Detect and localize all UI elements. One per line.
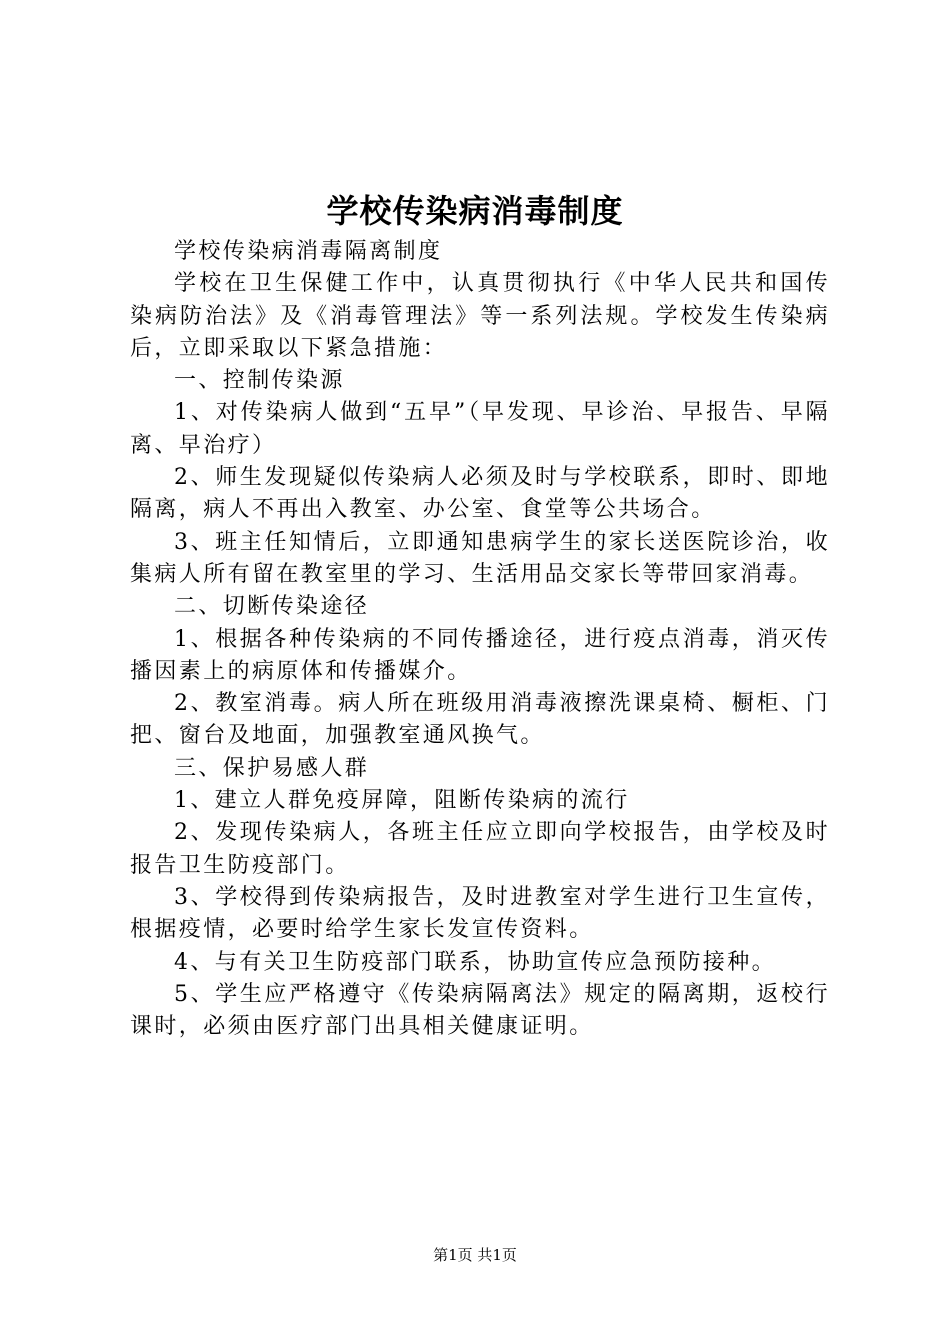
document-body bbox=[130, 236, 830, 1043]
document-title: 学校传染病消毒制度 bbox=[326, 192, 624, 230]
paragraph: 3、班主任知情后，立即通知患病学生的家长送医院诊治，收集病人所有留在教室里的学习、生活用品交家长等带回家消毒。 bbox=[130, 529, 830, 587]
section-heading: 一、控制传染源 bbox=[174, 368, 345, 394]
paragraph: 1、根据各种传染病的不同传播途径，进行疫点消毒，消灭传播因素上的病原体和传播媒介。 bbox=[130, 626, 830, 684]
paragraph: 4、与有关卫生防疫部门联系，协助宣传应急预防接种。 bbox=[174, 949, 776, 975]
paragraph: 学校传染病消毒隔离制度 bbox=[174, 239, 443, 264]
paragraph: 1、对传染病人做到“五早”（早发现、早诊治、早报告、早隔离、早治疗） bbox=[130, 400, 830, 458]
paragraph: 2、发现传染病人，各班主任应立即向学校报告，由学校及时报告卫生防疫部门。 bbox=[130, 820, 830, 878]
paragraph: 2、教室消毒。病人所在班级用消毒液擦洗课桌椅、橱柜、门把、窗台及地面，加强教室通风换气。 bbox=[130, 691, 830, 749]
section-heading: 二、切断传染途径 bbox=[174, 594, 370, 620]
paragraph: 3、学校得到传染病报告，及时进教室对学生进行卫生宣传，根据疫情，必要时给学生家长发宣传资料。 bbox=[130, 884, 830, 943]
section-heading: 三、保护易感人群 bbox=[174, 755, 370, 781]
page-footer: 第1页 共1页 bbox=[433, 1246, 517, 1264]
paragraph: 5、学生应严格遵守《传染病隔离法》规定的隔离期，返校行课时，必须由医疗部门出具相关健康证明。 bbox=[130, 981, 830, 1040]
paragraph: 2、师生发现疑似传染病人必须及时与学校联系，即时、即地隔离，病人不再出入教室、办公室、食堂等公共场合。 bbox=[130, 465, 830, 523]
paragraph: 学校在卫生保健工作中，认真贯彻执行《中华人民共和国传染病防治法》及《消毒管理法》等一系列法规。学校发生传染病后，立即采取以下紧急措施： bbox=[130, 271, 830, 361]
paragraph: 1、建立人群免疫屏障，阻断传染病的流行 bbox=[174, 788, 630, 814]
